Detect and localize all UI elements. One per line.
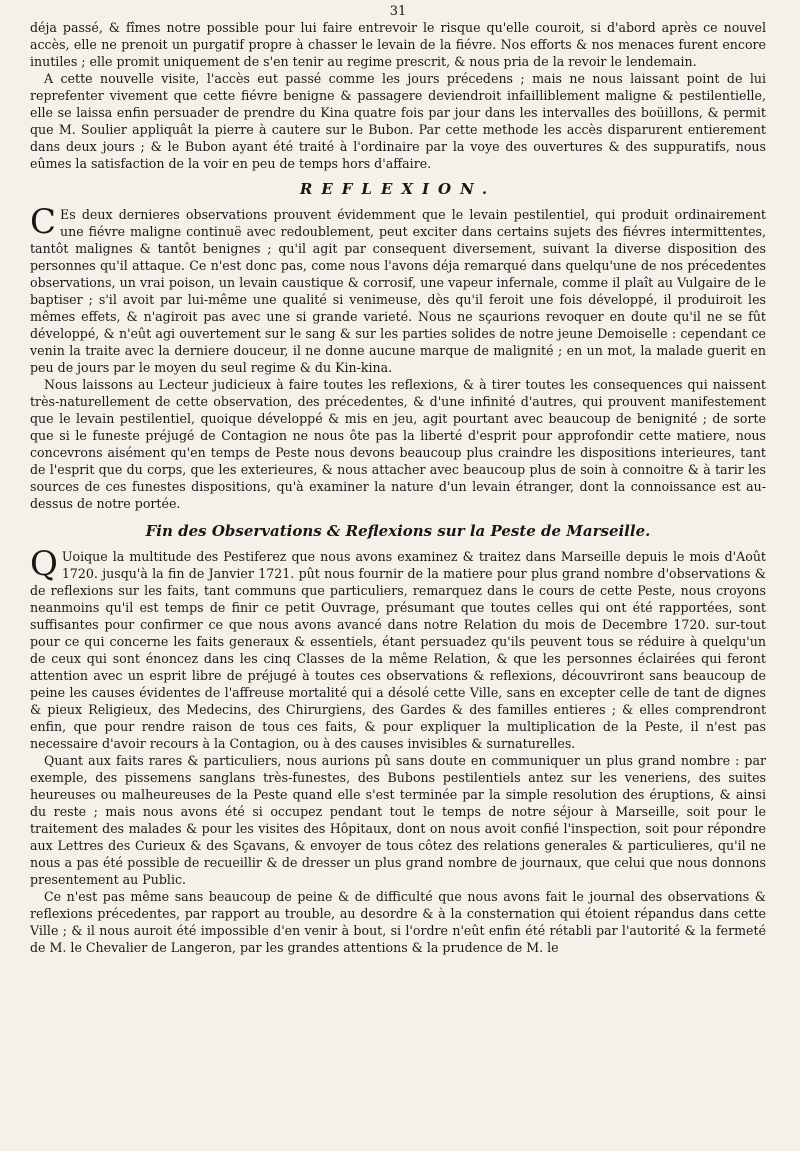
- paragraph-reflexion-1: [30, 202, 766, 376]
- paragraph-conclusion-1: [30, 544, 766, 752]
- section-heading-fin: Fin des Observations & Reflexions sur la Peste de Marseille.: [145, 522, 651, 540]
- paragraph-visit: A cette nouvelle visite, l'accès eut passé comme les jours précedens ; mais ne nous laissant point de lui reprefenter vivement que cette fiévre benigne & passagere deviendroit infailliblement maligne & pestilentielle, elle se laissa enfin persuader de prendre du Kina quatre fois par jour dans les intervalles des boüillons, & permit que M. Soulier appliquât la pierre à cautere sur le Bubon. Par cette methode les accès disparurent entierement dans deux jours ; & le Bubon ayant été traité à l'ordinaire par la voye des ouvertures & des suppuratifs, nous eûmes la satisfaction de la voir en peu de temps hors d'affaire.: [30, 71, 766, 171]
- drop-cap: Q: [30, 544, 58, 584]
- page-number: 31: [389, 4, 407, 19]
- paragraph-text: Es deux dernieres observations prouvent évidemment que le levain pestilentiel, qui produit ordinairement une fiévre maligne continuë avec redoublement, peut exciter dans certains sujets des fiévres intermittentes, tantôt malignes & tantôt benignes ; qu'il agit par consequent diversement, suivant la diverse disposition des personnes qu'il attaque. Ce n'est donc pas, come nous l'avons déja remarqué dans quelqu'une de nos précedentes observations, un vrai poison, un levain caustique & corrosif, une vapeur infernale, comme il plaît au Vulgaire de le baptiser ; s'il avoit par lui-même une qualité si venimeuse, dès qu'il feroit une fois développé, il produiroit les mêmes effets, & n'agiroit pas avec une si grande varieté. Nous ne sçaurions revoquer en doute qu'il ne se fût développé, & n'eût agi ouvertement sur le sang & sur les parties solides de notre jeune Demoiselle : cependant ce venin la traite avec la derniere douceur, il ne donne aucune marque de malignité ; en un mot, la malade guerit en peu de jours par le moyen du seul regime & du Kin-kina.: [30, 207, 766, 375]
- paragraph-conclusion-3: Ce n'est pas même sans beaucoup de peine & de difficulté que nous avons fait le journal des observations & reflexions précedentes, par rapport au trouble, au desordre & à la consternation qui étoient répandus dans cette Ville ; & il nous auroit été impossible d'en venir à bout, si l'ordre n'eût enfin été rétabli par l'autorité & la fermeté de M. le Chevalier de Langeron, par les grandes attentions & la prudence de M. le: [30, 889, 766, 955]
- paragraph-conclusion-2: Quant aux faits rares & particuliers, nous aurions pû sans doute en communiquer un plus grand nombre : par exemple, des pissemens sanglans très-funestes, des Bubons pestilentiels antez sur les veneriens, des suites heureuses ou malheureuses de la Peste quand elle s'est terminée par la simple resolution des éruptions, & ainsi du reste ; mais nous avons été si occupez pendant tout le temps de notre séjour à Marseille, soit pour le traitement des malades & pour les visites des Hôpitaux, dont on nous avoit confié l'inspection, soit pour répondre aux Lettres des Curieux & des Sçavans, & envoyer de tous côtez des relations generales & particulieres, qu'il ne nous a pas été possible de recueillir & de dresser un plus grand nombre de journaux, que celui que nous donnons presentement au Public.: [30, 753, 766, 887]
- paragraph-continuation: déja passé, & fîmes notre possible pour lui faire entrevoir le risque qu'elle couroit, si d'abord après ce nouvel accès, elle ne prenoit un purgatif propre à chasser le levain de la fiévre. Nos efforts & nos menaces furent encore inutiles ; elle promit uniquement de s'en tenir au regime prescrit, & nous pria de la revoir le lendemain.: [30, 20, 766, 69]
- paragraph-reflexion-2: Nous laissons au Lecteur judicieux à faire toutes les reflexions, & à tirer toutes les consequences qui naissent très-naturellement de cette observation, des précedentes, & d'une infinité d'autres, qui prouvent manifestement que le levain pestilentiel, quoique développé & mis en jeu, agit pourtant avec beaucoup de benignité ; de sorte que si le funeste préjugé de Contagion ne nous ôte pas la liberté d'esprit pour approfondir cette matiere, nous concevrons aisément qu'en temps de Peste nous devons beaucoup plus craindre les dispositions interieures, tant de l'esprit que du corps, que les exterieures, & nous attacher avec beaucoup plus de soin à connoitre & à tarir les sources de ces funestes dispositions, qu'à examiner la nature d'un levain étranger, dont la connoissance est au-dessus de notre portée.: [30, 377, 766, 511]
- drop-cap: C: [30, 202, 57, 242]
- section-heading-reflexion: REFLEXION.: [299, 180, 497, 198]
- paragraph-text: Uoique la multitude des Pestiferez que nous avons examinez & traitez dans Marseille depuis le mois d'Août 1720. jusqu'à la fin de Janvier 1721. pût nous fournir de la matiere pour plus grand nombre d'observations & de reflexions sur les faits, tant communs que particuliers, remarquez dans le cours de cette Peste, nous croyons neanmoins qu'il est temps de finir ce petit Ouvrage, présumant que toutes celles qui ont été rapportées, sont suffisantes pour confirmer ce que nous avons avancé dans notre Relation du mois de Decembre 1720. sur-tout pour ce qui concerne les faits generaux & essentiels, étant persuadez qu'ils peuvent tous se réduire à quelqu'un de ceux qui sont énoncez dans les cinq Classes de la même Relation, & que les personnes éclairées qui feront attention avec un esprit libre de préjugé à toutes ces observations & reflexions, découvriront sans beaucoup de peine les causes évidentes de l'affreuse mortalité qui a désolé cette Ville, sans en excepter celle de tant de dignes & pieux Religieux, des Medecins, des Chirurgiens, des Gardes & des familles entieres ; & elles comprendront enfin, que pour rendre raison de tous ces faits, & pour expliquer la multiplication de la Peste, il n'est pas necessaire d'avoir recours à la Contagion, ou à des causes invisibles & surnaturelles.: [30, 549, 766, 751]
